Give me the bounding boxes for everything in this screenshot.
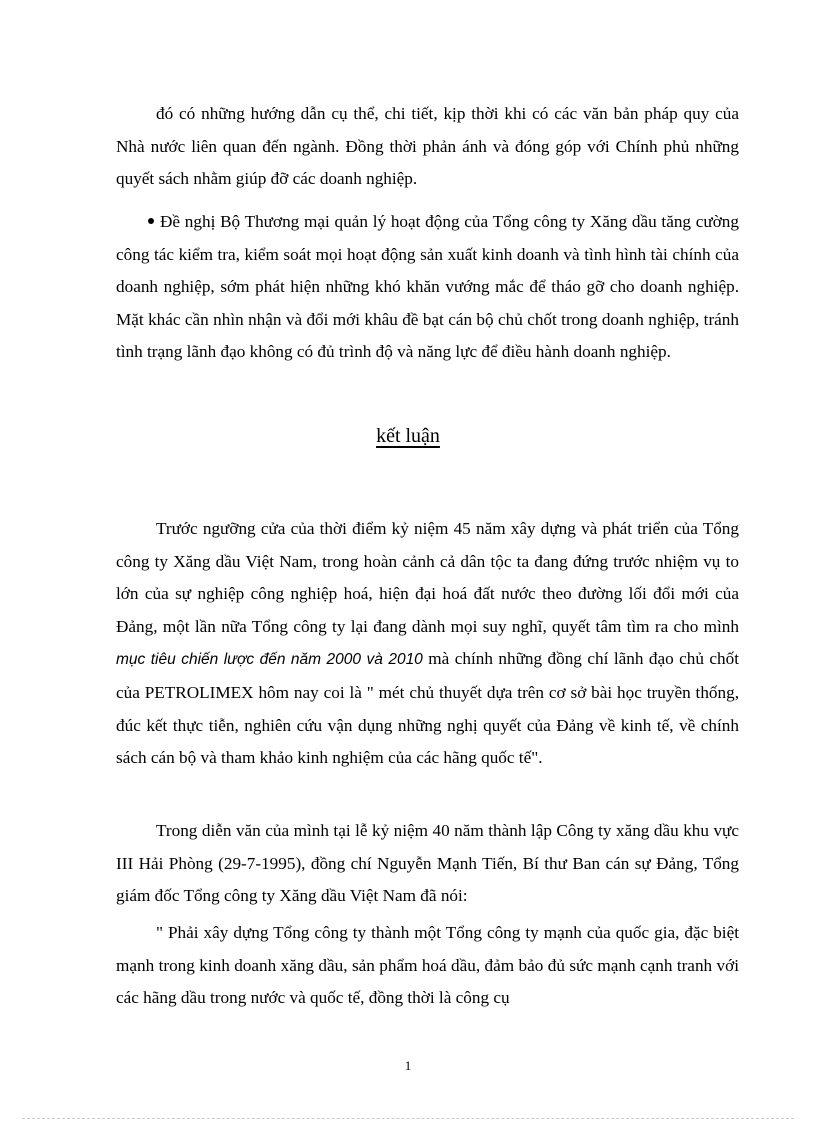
paragraph-conclusion-intro xyxy=(116,513,739,775)
paragraph-recommendation xyxy=(116,206,739,369)
page-break-divider xyxy=(22,1118,794,1119)
paragraph-guidance: đó có những hướng dẫn cụ thể, chi tiết, kịp thời khi có các văn bản pháp quy của Nhà nước liên quan đến ngành. Đồng thời phản ánh và đóng góp với Chính phủ những quyết sách nhằm giúp đỡ các doanh nghiệp. xyxy=(116,104,739,189)
paragraph-recommendation-text: Đề nghị Bộ Thương mại quản lý hoạt động của Tổng công ty Xăng dầu tăng cường công tác kiểm tra, kiểm soát mọi hoạt động sản xuất kinh doanh và tình hình tài chính của doanh nghiệp, sớm phát hiện những khó khăn vướng mắc để tháo gỡ cho doanh nghiệp. Mặt khác cần nhìn nhận và đổi mới khâu đề bạt cán bộ chủ chốt trong doanh nghiệp, tránh tình trạng lãnh đạo không có đủ trình độ và năng lực để điều hành doanh nghiệp. xyxy=(116,212,739,362)
paragraph-conclusion-text-a: Trước ngưỡng cửa của thời điểm kỷ niệm 45 năm xây dựng và phát triển của Tổng công ty Xăng dầu Việt Nam, trong hoàn cảnh cả dân tộc ta đang đứng trước nhiệm vụ to lớn của sự nghiệp công nghiệp hoá, hiện đại hoá đất nước theo đường lối đổi mới của Đảng, một lần nữa Tổng công ty lại đang dành mọi suy nghĩ, quyết tâm tìm ra cho mình xyxy=(116,519,739,636)
bullet-icon xyxy=(148,218,154,224)
paragraph-speech-context: Trong diễn văn của mình tại lễ kỷ niệm 40 năm thành lập Công ty xăng dầu khu vực III Hải Phòng (29-7-1995), đồng chí Nguyễn Mạnh Tiến, Bí thư Ban cán sự Đảng, Tổng giám đốc Tổng công ty Xăng dầu Việt Nam đã nói: xyxy=(116,821,739,906)
section-heading: kết luận xyxy=(376,425,440,447)
paragraph-quotation: " Phải xây dựng Tổng công ty thành một Tổng công ty mạnh của quốc gia, đặc biệt mạnh trong kinh doanh xăng dầu, sản phẩm hoá dầu, đảm bảo đủ sức mạnh cạnh tranh với các hãng dầu trong nước và quốc tế, đồng thời là công cụ xyxy=(116,923,739,1008)
paragraph-conclusion-text-b: mà chính những đồng chí lãnh đạo chủ chốt của PETROLIMEX hôm nay coi là " mét chủ thuyết dựa trên cơ sở bài học truyền thống, đúc kết thực tiễn, nghiên cứu vận dụng những nghị quyết của Đảng về kinh tế, về chính sách cán bộ và tham khảo kinh nghiệm của các hãng quốc tế". xyxy=(116,649,740,768)
strategic-goal-phrase: mục tiêu chiến lược đến năm 2000 và 2010 xyxy=(116,651,423,669)
page-number: 1 xyxy=(404,1058,412,1073)
